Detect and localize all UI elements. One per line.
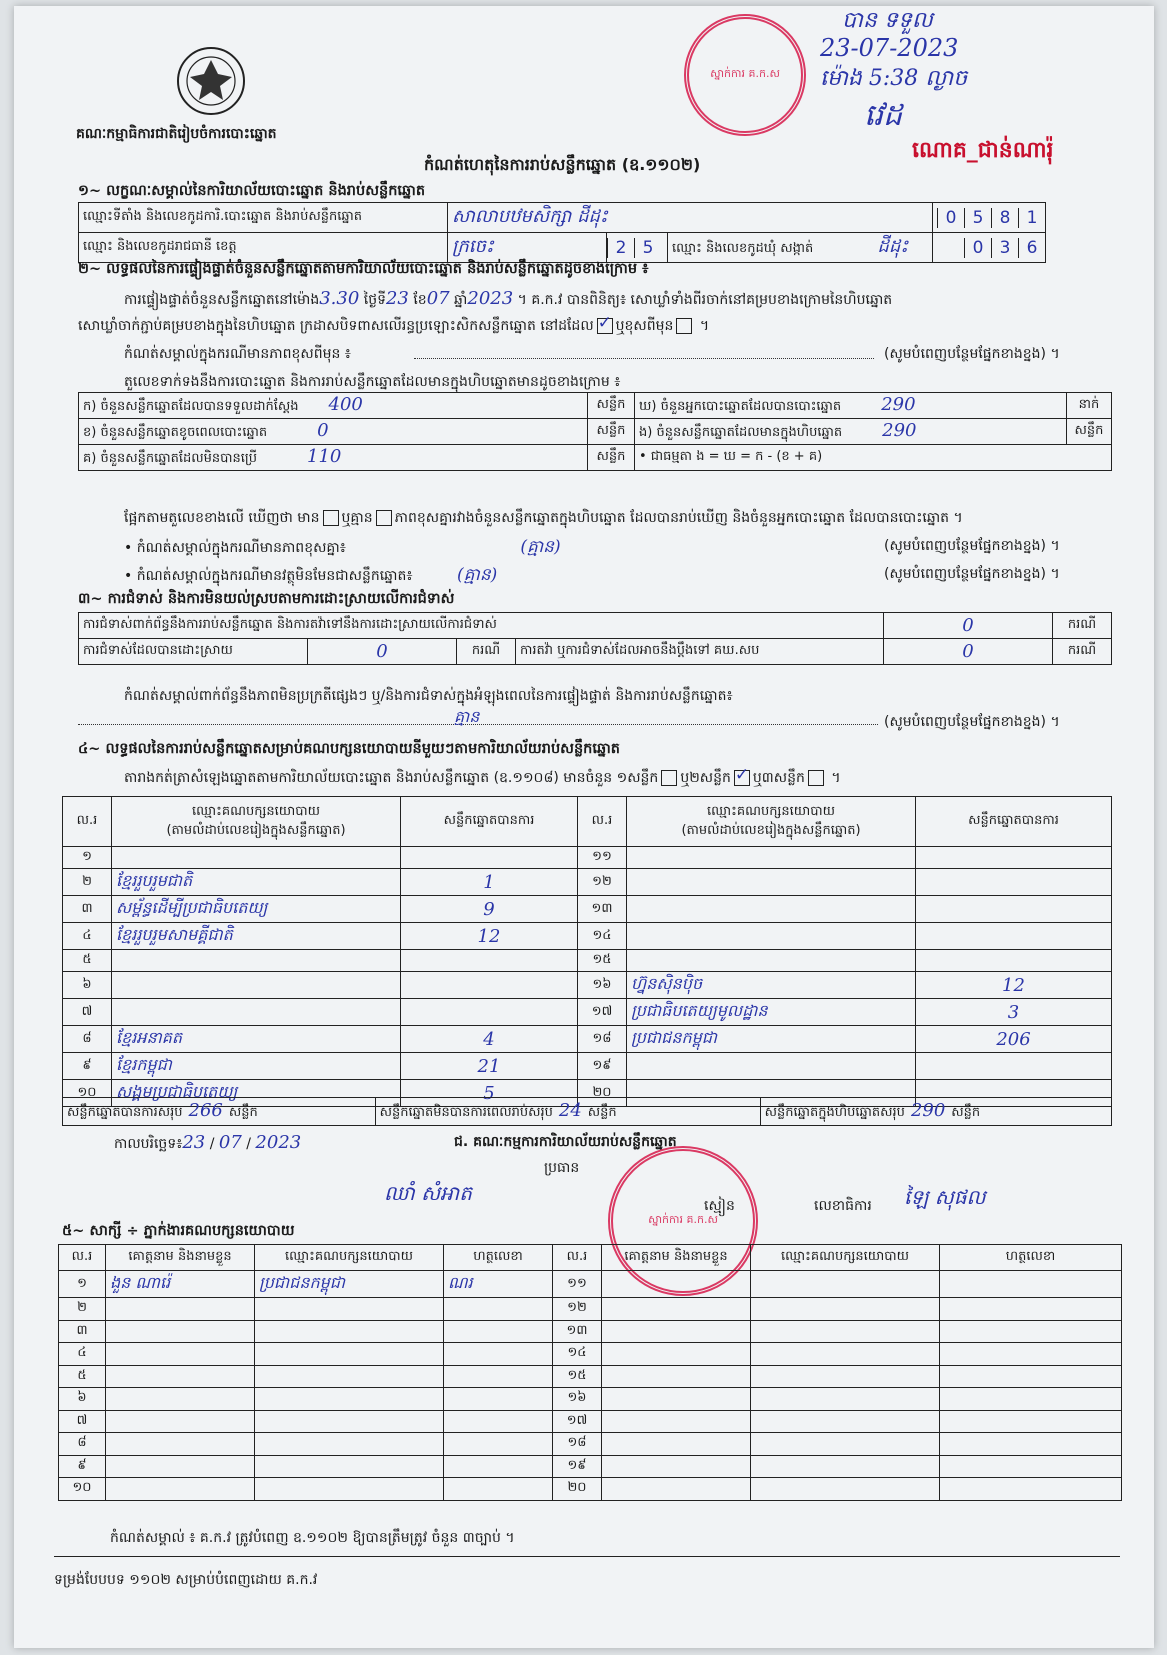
- witness-no: ១៦: [553, 1388, 602, 1411]
- witness-signature: [940, 1343, 1122, 1366]
- results-col-votes: សន្លឹកឆ្នោតបានការ: [401, 797, 578, 847]
- witness-party: [751, 1388, 940, 1411]
- location-value: សាលាបឋមសិក្សា ដីដុះ: [448, 203, 933, 233]
- result-votes: [401, 950, 578, 972]
- province-value: ក្រចេះ: [448, 233, 607, 263]
- resolved-value: 0: [308, 639, 457, 665]
- count-d-unit: នាក់: [1067, 393, 1112, 419]
- section-4-title: ៤~ លទ្ធផលនៃការរាប់សន្លឹកឆ្នោតសម្រាប់គណបក្សនយោបាយនីមួយៗតាមការិយាល័យរាប់សន្លឹកឆ្នោត: [78, 741, 620, 757]
- witness-col-name: គោត្តនាម និងនាមខ្លួន: [106, 1245, 255, 1271]
- results-row: [63, 972, 1112, 999]
- result-votes: 9: [401, 896, 578, 923]
- difference-note-fill: (សូមបំពេញបន្ថែមផ្នែកខាងខ្នង) ។: [884, 346, 1060, 362]
- witness-party: ប្រជាជនកម្ពុជា: [255, 1271, 444, 1298]
- result-votes: 1: [401, 869, 578, 896]
- footer-divider: [54, 1556, 1120, 1557]
- result-no: ៥: [63, 950, 112, 972]
- result-votes: 12: [401, 923, 578, 950]
- witness-no: ១១: [553, 1271, 602, 1298]
- result-party: សង្គមប្រជាធិបតេយ្យ: [112, 1080, 401, 1107]
- witness-name: [106, 1365, 255, 1388]
- result-no: ៦: [63, 972, 112, 999]
- result-party: ហ្វ៊ុនស៊ិនប៉ិច: [627, 972, 916, 999]
- appeal-label: ការតវ៉ា ឬការជំទាស់ដែលអាចនឹងប្ដឹងទៅ គឃ.សប: [516, 639, 884, 665]
- result-no: ១១: [578, 847, 627, 869]
- witness-signature: [444, 1478, 553, 1501]
- result-no: ២០: [578, 1080, 627, 1107]
- witness-signature: [940, 1271, 1122, 1298]
- witness-no: ១៥: [553, 1365, 602, 1388]
- results-col-no-2: ល.រ: [578, 797, 627, 847]
- section-3-title: ៣~ ការជំទាស់ និងការមិនយល់ស្របតាមការដោះស្រាយលើការជំទាស់: [78, 591, 455, 607]
- date-line: កាលបរិច្ឆេទ៖23 / 07 / 2023: [114, 1132, 302, 1153]
- difference-note-line: [414, 358, 874, 359]
- count-b-unit: សន្លឹក: [588, 419, 635, 445]
- result-no: ១២: [578, 869, 627, 896]
- witness-col-sign: ហត្ថលេខា: [444, 1245, 553, 1271]
- results-row: [63, 847, 1112, 869]
- witness-name: [602, 1298, 751, 1321]
- results-col-no: ល.រ: [63, 797, 112, 847]
- witness-party: [255, 1298, 444, 1321]
- witness-name: [602, 1433, 751, 1456]
- witness-name: [106, 1433, 255, 1456]
- result-party: [112, 999, 401, 1026]
- witness-party: [255, 1320, 444, 1343]
- result-votes: 21: [401, 1053, 578, 1080]
- witness-name: [602, 1343, 751, 1366]
- witness-name: [106, 1388, 255, 1411]
- result-party: [627, 869, 916, 896]
- commune-code: 0 3 6: [933, 233, 1046, 263]
- witness-party: [255, 1410, 444, 1433]
- result-votes: 3: [916, 999, 1112, 1026]
- witness-party: [255, 1455, 444, 1478]
- result-no: ១: [63, 847, 112, 869]
- total-invalid: សន្លឹកឆ្នោតមិនបានការពេលរាប់សរុប 24 សន្លឹក: [375, 1098, 760, 1126]
- section-2-title: ២~ លទ្ធផលនៃការផ្ទៀងផ្ទាត់ចំនួនសន្លឹកឆ្នោតតាមការិយាល័យបោះឆ្នោត និងរាប់សន្លឹកឆ្នោតដូចខាងក្រោម ៖: [78, 261, 649, 277]
- result-no: ៣: [63, 896, 112, 923]
- result-votes: [401, 972, 578, 999]
- verification-line-2: សោឃ្លាំចាក់ភ្ជាប់គម្របខាងក្នុងនៃហិបឆ្នោត ក្រដាសបិទពាសលើរន្ធប្រឡោះសិកសន្លឹកឆ្នោត នៅដដែល✓ ឬខុសពីមុន ។: [78, 316, 709, 337]
- result-party: [627, 847, 916, 869]
- witness-col-no: ល.រ: [59, 1245, 106, 1271]
- totals-table: [62, 1097, 1112, 1126]
- witness-party: [751, 1433, 940, 1456]
- witness-party: [255, 1388, 444, 1411]
- witness-name: [106, 1410, 255, 1433]
- org-name: គណៈកម្មាធិការជាតិរៀបចំការបោះឆ្នោត: [76, 126, 277, 142]
- location-table: [78, 202, 1046, 263]
- witness-no: ២: [59, 1298, 106, 1321]
- resolved-label: ការជំទាស់ដែលបានដោះស្រាយ: [79, 639, 308, 665]
- witness-signature: [444, 1298, 553, 1321]
- witness-no: ១០: [59, 1478, 106, 1501]
- appeal-unit: ករណី: [1053, 639, 1112, 665]
- three-sheets-checkbox[interactable]: [808, 770, 824, 786]
- result-no: ៤: [63, 923, 112, 950]
- witness-party: [751, 1410, 940, 1433]
- received-note: បាន ទទួល: [842, 8, 933, 33]
- result-party: ប្រជាជនកម្ពុជា: [627, 1026, 916, 1053]
- witness-signature: [444, 1365, 553, 1388]
- result-no: ៨: [63, 1026, 112, 1053]
- witness-signature: [940, 1433, 1122, 1456]
- tally-sheets-line: តារាងកត់ត្រាសំឡេងឆ្នោតតាមការិយាល័យបោះឆ្នោត និងរាប់សន្លឹកឆ្នោត (ឧ.១១០៨) មានចំនួន ១សន្លឹក ឬ២សន្លឹក✓ ឬ៣សន្លឹក ។: [124, 768, 841, 789]
- province-code: 2 5: [607, 233, 668, 263]
- witness-party: [751, 1455, 940, 1478]
- discrepancy-check: ផ្អែកតាមតួលេខខាងលើ ឃើញថា មាន ឬគ្មាន ភាពខុសគ្នារវាងចំនួនសន្លឹកឆ្នោតក្នុងហិបឆ្នោត ដែលបានរាប់ឃើញ និងចំនួនអ្នកបោះឆ្នោត ដែលបានបោះឆ្នោត ។: [124, 510, 963, 526]
- witness-no: ១២: [553, 1298, 602, 1321]
- count-d: ឃ) ចំនួនអ្នកបោះឆ្នោតដែលបានបោះឆ្នោត 290: [635, 393, 1067, 419]
- different-checkbox[interactable]: [676, 318, 692, 334]
- result-party: [627, 923, 916, 950]
- witness-no: ១៧: [553, 1410, 602, 1433]
- footnote: កំណត់សម្គាល់ ៖ គ.ក.វ ត្រូវបំពេញ ឧ.១១០២ ឱ្យបានត្រឹមត្រូវ ចំនួន ៣ច្បាប់ ។: [110, 1530, 515, 1546]
- witness-name: [106, 1298, 255, 1321]
- result-no: ១៤: [578, 923, 627, 950]
- result-party: ខ្មែរអនាគត: [112, 1026, 401, 1053]
- witness-name: [602, 1365, 751, 1388]
- result-votes: [916, 869, 1112, 896]
- witness-signature: [444, 1343, 553, 1366]
- witness-name: [602, 1271, 751, 1298]
- section-5-title: ៥~ សាក្សី ÷ ភ្នាក់ងារគណបក្សនយោបាយ: [62, 1223, 295, 1239]
- bullet-nonballot-fill: (សូមបំពេញបន្ថែមផ្នែកខាងខ្នង) ។: [884, 566, 1060, 582]
- objection-value: 0: [884, 613, 1053, 639]
- verification-line-1: ការផ្ទៀងផ្ទាត់ចំនួនសន្លឹកឆ្នោតនៅម៉ោង3.30 ថ្ងៃទី23 ខែ07 ឆ្នាំ2023 ។ គ.ក.វ បានពិនិត្យ៖ សោឃ្លាំទាំងពីរចាក់នៅគម្របខាងក្រោមនៃហិបឆ្នោត: [124, 288, 893, 309]
- result-votes: 4: [401, 1026, 578, 1053]
- witness-signature: [940, 1455, 1122, 1478]
- witness-name: [602, 1478, 751, 1501]
- witness-signature: [940, 1388, 1122, 1411]
- witness-party: [751, 1298, 940, 1321]
- witness-party: [751, 1320, 940, 1343]
- bullet-difference-fill: (សូមបំពេញបន្ថែមផ្នែកខាងខ្នង) ។: [884, 538, 1060, 554]
- bullet-difference: • កំណត់សម្គាល់ក្នុងករណីមានភាពខុសគ្នា៖ (គ្មាន): [124, 537, 561, 557]
- witness-col-no-2: ល.រ: [553, 1245, 602, 1271]
- witness-name: [602, 1388, 751, 1411]
- witness-name: [106, 1478, 255, 1501]
- count-a: ក) ចំនួនសន្លឹកឆ្នោតដែលបានទទួលដាក់ស្តែង 400: [79, 393, 588, 419]
- document-page: [14, 6, 1154, 1648]
- result-party: [112, 847, 401, 869]
- witness-signature: [444, 1433, 553, 1456]
- result-votes: [401, 999, 578, 1026]
- witness-row: [59, 1388, 1122, 1411]
- witness-signature: [444, 1410, 553, 1433]
- difference-note-label: កំណត់សម្គាល់ក្នុងករណីមានភាពខុសពីមុន ៖: [124, 346, 351, 362]
- objection-label: ការជំទាស់ពាក់ព័ន្ធនឹងការរាប់សន្លឹកឆ្នោត និងការតវ៉ាទៅនឹងការដោះស្រាយលើការជំទាស់: [79, 613, 884, 639]
- secretary-signature: ឡៃ សុផល: [904, 1185, 986, 1209]
- witness-signature: [444, 1320, 553, 1343]
- witness-party: [751, 1271, 940, 1298]
- result-party: [627, 1053, 916, 1080]
- witness-signature: [940, 1320, 1122, 1343]
- result-votes: 12: [916, 972, 1112, 999]
- witness-party: [255, 1365, 444, 1388]
- witness-row: [59, 1455, 1122, 1478]
- one-sheet-checkbox[interactable]: [661, 770, 677, 786]
- result-party: [627, 950, 916, 972]
- result-votes: 5: [401, 1080, 578, 1107]
- has-diff-checkbox[interactable]: [323, 510, 339, 526]
- witness-party: [751, 1343, 940, 1366]
- witness-no: ៩: [59, 1455, 106, 1478]
- results-row: [63, 1053, 1112, 1080]
- witness-table: [58, 1244, 1122, 1501]
- two-sheets-checkbox[interactable]: [734, 770, 750, 786]
- witness-name: [602, 1455, 751, 1478]
- results-row: [63, 923, 1112, 950]
- witness-col-sign-2: ហត្ថលេខា: [940, 1245, 1122, 1271]
- witness-name: [602, 1320, 751, 1343]
- count-c: គ) ចំនួនសន្លឹកឆ្នោតដែលមិនបានប្រើ 110: [79, 445, 588, 471]
- received-date: 23-07-2023: [820, 34, 959, 62]
- counts-table: [78, 392, 1112, 471]
- result-no: ១៧: [578, 999, 627, 1026]
- witness-name: [602, 1410, 751, 1433]
- result-no: ១៨: [578, 1026, 627, 1053]
- witness-no: ១៤: [553, 1343, 602, 1366]
- location-code: 0 5 8 1: [933, 203, 1046, 233]
- received-time: ម៉ោង 5:38 ល្ងាច: [820, 66, 968, 91]
- result-party: [627, 896, 916, 923]
- result-no: ៩: [63, 1053, 112, 1080]
- witness-signature: [940, 1298, 1122, 1321]
- witness-signature: [940, 1365, 1122, 1388]
- witness-signature: [940, 1478, 1122, 1501]
- result-party: ខ្មែរកម្ពុជា: [112, 1053, 401, 1080]
- witness-signature: ណរ: [444, 1271, 553, 1298]
- witness-party: [255, 1433, 444, 1456]
- results-col-votes-2: សន្លឹកឆ្នោតបានការ: [916, 797, 1112, 847]
- chair-signature: ឈាំ សំអាត: [384, 1181, 472, 1205]
- results-col-party: ឈ្មោះគណបក្សនយោបាយ (តាមលំដាប់លេខរៀងក្នុងសន្លឹកឆ្នោត): [112, 797, 401, 847]
- witness-name: [106, 1455, 255, 1478]
- results-col-party-2: ឈ្មោះគណបក្សនយោបាយ (តាមលំដាប់លេខរៀងក្នុងសន្លឹកឆ្នោត): [627, 797, 916, 847]
- result-no: ៧: [63, 999, 112, 1026]
- bullet-nonballot: • កំណត់សម្គាល់ក្នុងករណីមានវត្ថុមិនមែនជាសន្លឹកឆ្នោត៖ (គ្មាន): [124, 565, 498, 585]
- witness-party: [255, 1343, 444, 1366]
- province-label: ឈ្មោះ និងលេខកូដរាជធានី ខេត្ត: [79, 233, 448, 263]
- objection-unit: ករណី: [1053, 613, 1112, 639]
- commune-cell: ឈ្មោះ និងលេខកូដឃុំ សង្កាត់ ដីដុះ: [668, 233, 933, 263]
- result-no: ១៣: [578, 896, 627, 923]
- witness-no: ១៨: [553, 1433, 602, 1456]
- form-title: កំណត់ហេតុនៃការរាប់សន្លឹកឆ្នោត (ឧ.១១០២): [424, 155, 701, 174]
- witness-no: ៣: [59, 1320, 106, 1343]
- result-party: ប្រជាធិបតេយ្យមូលដ្ឋាន: [627, 999, 916, 1026]
- witness-row: [59, 1343, 1122, 1366]
- count-e-unit: សន្លឹក: [1067, 419, 1112, 445]
- witness-no: ៦: [59, 1388, 106, 1411]
- location-label: ឈ្មោះទីតាំង និងលេខកូដការិ.បោះឆ្នោត និងរាប់សន្លឹកឆ្នោត: [79, 203, 448, 233]
- witness-col-party: ឈ្មោះគណបក្សនយោបាយ: [255, 1245, 444, 1271]
- result-votes: [916, 950, 1112, 972]
- chair-label: ប្រធាន: [544, 1160, 580, 1176]
- witness-no: ១៣: [553, 1320, 602, 1343]
- result-party: សម្ព័ន្ធដើម្បីប្រជាធិបតេយ្យ: [112, 896, 401, 923]
- result-votes: [401, 847, 578, 869]
- count-c-unit: សន្លឹក: [588, 445, 635, 471]
- witness-no: ៤: [59, 1343, 106, 1366]
- nec-emblem-icon: [174, 44, 248, 118]
- witness-no: ៥: [59, 1365, 106, 1388]
- results-table: [62, 796, 1112, 1107]
- witness-no: ២០: [553, 1478, 602, 1501]
- no-diff-checkbox[interactable]: [376, 510, 392, 526]
- witness-name: [106, 1343, 255, 1366]
- witness-no: ៨: [59, 1433, 106, 1456]
- witness-row: [59, 1320, 1122, 1343]
- witness-name: [106, 1320, 255, 1343]
- result-no: ២: [63, 869, 112, 896]
- witness-no: ៧: [59, 1410, 106, 1433]
- count-formula: • ជាធម្មតា ង = ឃ = ក - (ខ + គ): [635, 445, 1112, 471]
- result-party: [112, 950, 401, 972]
- result-party: ខ្មែររួបរួមសាមគ្គីជាតិ: [112, 923, 401, 950]
- resolved-unit: ករណី: [457, 639, 516, 665]
- total-box: សន្លឹកឆ្នោតក្នុងហិបឆ្នោតសរុប 290 សន្លឹក: [760, 1098, 1111, 1126]
- results-row: [63, 869, 1112, 896]
- witness-signature: [940, 1410, 1122, 1433]
- witness-row: [59, 1433, 1122, 1456]
- received-signature: វេដ: [864, 98, 903, 133]
- results-row: [63, 999, 1112, 1026]
- witness-row: [59, 1365, 1122, 1388]
- same-checkbox[interactable]: [597, 318, 613, 334]
- footer-text: ទម្រង់បែបបទ ១១០២ សម្រាប់បំពេញដោយ គ.ក.វ: [54, 1572, 318, 1588]
- witness-signature: [444, 1455, 553, 1478]
- stamp-bottom-text: ស្នាក់ការ គ.ក.ស: [648, 1213, 718, 1226]
- secretary-label: លេខាធិការ: [814, 1198, 872, 1214]
- result-votes: [916, 847, 1112, 869]
- commune-value: ដីដុះ: [877, 236, 909, 257]
- member-label: ស្មៀន: [704, 1198, 735, 1214]
- count-e: ង) ចំនួនសន្លឹកឆ្នោតដែលមានក្នុងហិបឆ្នោត 290: [635, 419, 1067, 445]
- result-no: ១៦: [578, 972, 627, 999]
- results-row: [63, 896, 1112, 923]
- result-no: ១៥: [578, 950, 627, 972]
- witness-no: ១: [59, 1271, 106, 1298]
- witness-party: [751, 1365, 940, 1388]
- irregularity-value: គ្មាន: [454, 707, 480, 726]
- irregularity-fill: (សូមបំពេញបន្ថែមផ្នែកខាងខ្នង) ។: [884, 714, 1060, 730]
- result-no: ១០: [63, 1080, 112, 1107]
- stamp-text: ស្នាក់ការ គ.ក.ស: [710, 67, 780, 80]
- witness-signature: [444, 1388, 553, 1411]
- witness-row: [59, 1478, 1122, 1501]
- result-votes: [916, 896, 1112, 923]
- result-no: ១៩: [578, 1053, 627, 1080]
- result-votes: [916, 923, 1112, 950]
- witness-party: [255, 1478, 444, 1501]
- result-votes: [916, 1053, 1112, 1080]
- witness-row: [59, 1271, 1122, 1298]
- count-b: ខ) ចំនួនសន្លឹកឆ្នោតខូចពេលបោះឆ្នោត 0: [79, 419, 588, 445]
- total-valid: សន្លឹកឆ្នោតបានការសរុប 266 សន្លឹក: [63, 1098, 376, 1126]
- red-note: ណោគ_ជាន់ណារ៉ុ: [912, 138, 1054, 163]
- irregularity-note: កំណត់សម្គាល់ពាក់ព័ន្ធនឹងភាពមិនប្រក្រតីផ្សេងៗ ឬ/និងការជំទាស់ក្នុងអំឡុងពេលនៃការផ្ទៀងផ្ទាត់ និងការរាប់សន្លឹកឆ្នោត៖: [124, 688, 733, 704]
- results-row: [63, 1026, 1112, 1053]
- section-1-title: ១~ លក្ខណៈសម្គាល់នៃការិយាល័យបោះឆ្នោត និងរាប់សន្លឹកឆ្នោត: [78, 183, 426, 199]
- result-party: [112, 972, 401, 999]
- witness-col-party-2: ឈ្មោះគណបក្សនយោបាយ: [751, 1245, 940, 1271]
- result-party: ខ្មែររួបរួមជាតិ: [112, 869, 401, 896]
- appeal-value: 0: [884, 639, 1053, 665]
- official-stamp-top: [684, 14, 806, 136]
- witness-no: ១៩: [553, 1455, 602, 1478]
- objection-table: [78, 612, 1112, 665]
- result-votes: 206: [916, 1026, 1112, 1053]
- committee-label: ជ. គណៈកម្មការការិយាល័យរាប់សន្លឹកឆ្នោត: [454, 1134, 677, 1150]
- witness-name: ងួន ណារ៉េ: [106, 1271, 255, 1298]
- witness-party: [751, 1478, 940, 1501]
- results-row: [63, 950, 1112, 972]
- counts-intro: តួលេខទាក់ទងនឹងការបោះឆ្នោត និងការរាប់សន្លឹកឆ្នោតដែលមានក្នុងហិបឆ្នោតមានដូចខាងក្រោម ៖: [124, 374, 621, 390]
- witness-row: [59, 1298, 1122, 1321]
- count-a-unit: សន្លឹក: [588, 393, 635, 419]
- witness-row: [59, 1410, 1122, 1433]
- witness-col-name-2: គោត្តនាម និងនាមខ្លួន: [602, 1245, 751, 1271]
